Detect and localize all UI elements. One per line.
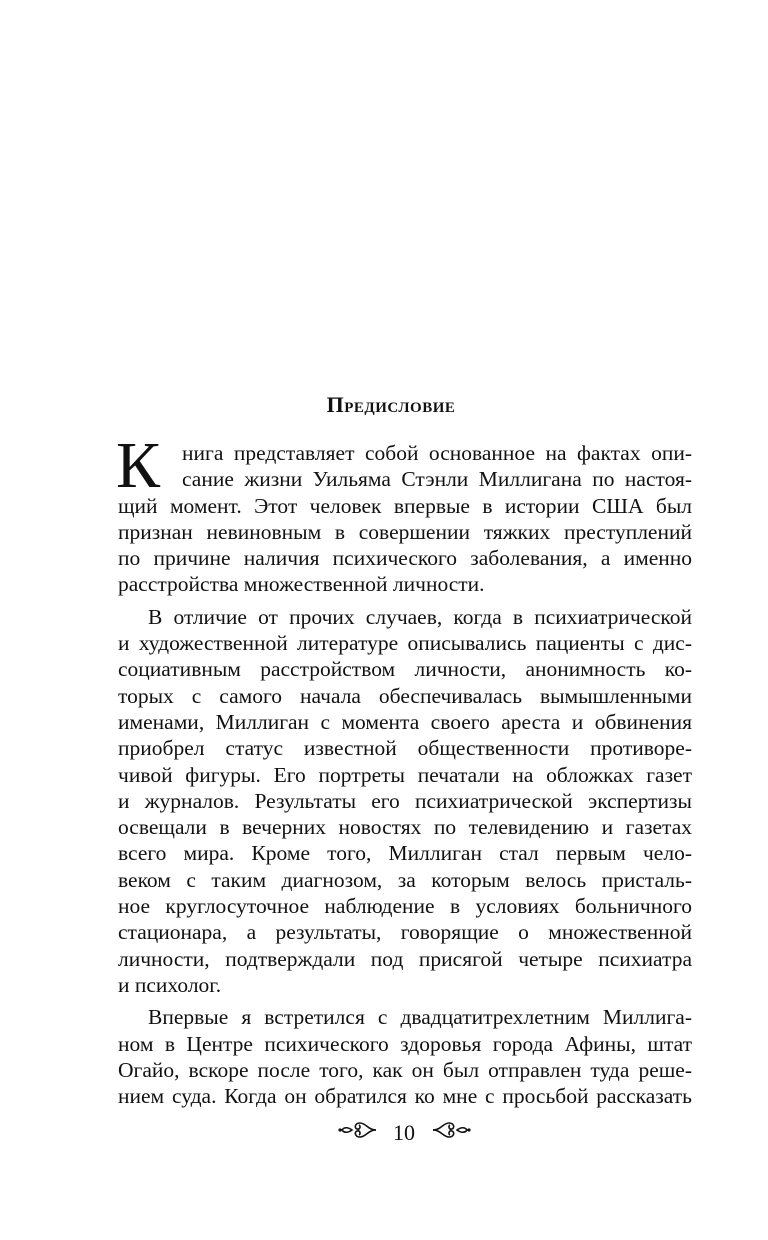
text-line: признан невиновным в совершении тяжких преступлений <box>118 519 692 544</box>
text-line: нием суда. Когда он обратился ко мне с просьбой рассказать <box>118 1084 692 1109</box>
paragraph-2 <box>118 604 692 998</box>
text-line: всего мира. Кроме того, Миллиган стал первым чело- <box>118 841 692 866</box>
text-line: и художественной литературе описывались пациенты с дис- <box>118 631 692 656</box>
text-line: щий момент. Этот человек впервые в истории США был <box>118 493 692 518</box>
text-line: и журналов. Результаты его психиатрической экспертизы <box>118 788 692 813</box>
flourish-right-icon <box>431 1119 471 1147</box>
body-text <box>116 429 692 1115</box>
text-line: Огайо, вскоре после того, как он был отправлен туда реше- <box>118 1057 692 1082</box>
flourish-left-icon <box>338 1119 378 1147</box>
text-line: В отличие от прочих случаев, когда в психиатрической <box>148 604 692 629</box>
text-line: ном в Центре психического здоровья города Афины, штат <box>118 1031 692 1056</box>
text-line: расстройства множественной личности. <box>118 572 485 597</box>
text-line: и психолог. <box>118 972 222 997</box>
paragraph-1 <box>116 429 692 598</box>
text-line: сание жизни Уильяма Стэнли Миллигана по настоя- <box>182 467 692 492</box>
text-line: освещали в вечерних новостях по телевидению и газетах <box>118 815 692 840</box>
text-line: приобрел статус известной общественности противоре- <box>118 736 692 761</box>
text-line: по причине наличия психического заболевания, а именно <box>118 546 692 571</box>
text-line: Впервые я встретился с двадцатитрехлетним Миллига- <box>148 1005 692 1030</box>
text-line: торых с самого начала обеспечивалась вымышленными <box>118 683 692 708</box>
text-line: именами, Миллиган с момента своего ареста и обвинения <box>118 709 692 734</box>
chapter-heading: Предисловие <box>326 392 456 417</box>
page-number: 10 <box>393 1119 415 1145</box>
text-line-content: нига представляет собой основанное на фактах опи- <box>182 441 692 465</box>
text-line: ное круглосуточное наблюдение в условиях больничного <box>118 894 692 919</box>
text-line: чивой фигуры. Его портреты печатали на обложках газет <box>118 762 692 787</box>
text-line: личности, подтверждали под присягой четыре психиатра <box>118 946 692 971</box>
page-footer <box>0 1118 768 1147</box>
text-line: социативным расстройством личности, анонимность ко- <box>118 657 692 682</box>
paragraph-3 <box>118 1004 692 1109</box>
text-line: веком с таким диагнозом, за которым велось присталь- <box>118 867 692 892</box>
drop-cap-letter: К <box>116 429 161 502</box>
text-line: стационара, а результаты, говорящие о множественной <box>118 920 692 945</box>
